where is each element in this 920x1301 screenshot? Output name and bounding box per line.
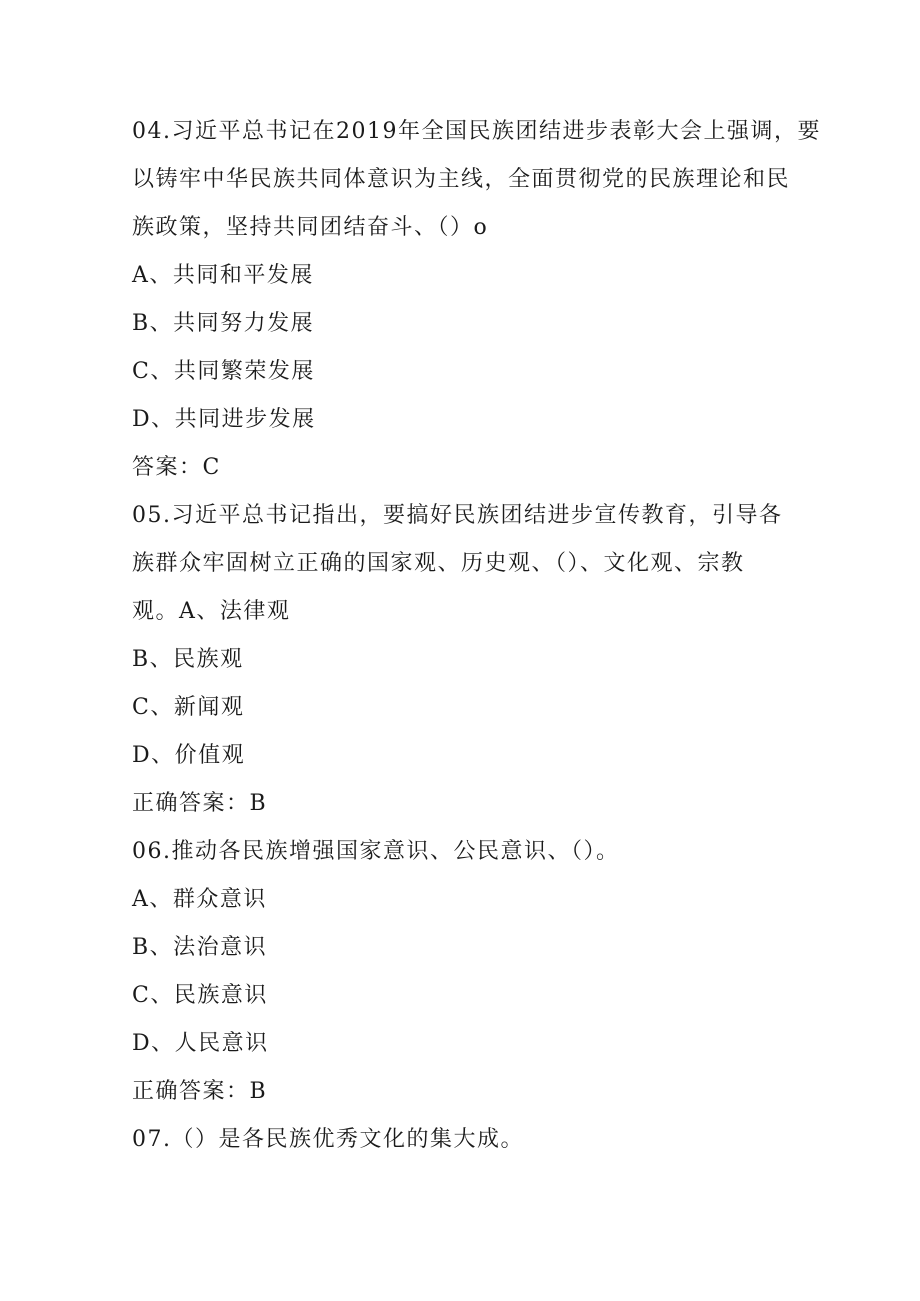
question-06-option-a: A、群众意识 xyxy=(132,887,267,912)
question-07-text: 07.（）是各民族优秀文化的集大成。 xyxy=(132,1127,524,1152)
question-06-option-c: C、民族意识 xyxy=(132,983,268,1008)
question-05-text-line-2: 族群众牢固树立正确的国家观、历史观、（）、文化观、宗教 xyxy=(132,551,745,576)
question-04-option-d: D、共同进步发展 xyxy=(132,407,316,432)
question-05-text-line-1: 05.习近平总书记指出，要搞好民族团结进步宣传教育，引导各 xyxy=(132,503,783,528)
question-04-option-c: C、共同繁荣发展 xyxy=(132,359,315,384)
question-04-option-b: B、共同努力发展 xyxy=(132,311,315,336)
question-06-option-d: D、人民意识 xyxy=(132,1031,269,1056)
question-05-option-d: D、价值观 xyxy=(132,743,246,768)
question-05-answer: 正确答案：B xyxy=(132,791,268,816)
question-04-text-line-2: 以铸牢中华民族共同体意识为主线，全面贯彻党的民族理论和民 xyxy=(132,167,791,192)
question-06-text: 06.推动各民族增强国家意识、公民意识、（）。 xyxy=(132,839,620,864)
question-06-option-b: B、法治意识 xyxy=(132,935,268,960)
question-05-text-line-3: 观。A、法律观 xyxy=(132,599,291,624)
question-04-text-line-3: 族政策，坚持共同团结奋斗、（）o xyxy=(132,215,489,240)
question-04-option-a: A、共同和平发展 xyxy=(132,263,314,288)
question-05-option-c: C、新闻观 xyxy=(132,695,245,720)
question-05-option-b: B、民族观 xyxy=(132,647,244,672)
question-06-answer: 正确答案：B xyxy=(132,1079,268,1104)
question-04-answer: 答案：C xyxy=(132,455,221,480)
question-04-text-line-1: 04.习近平总书记在2019年全国民族团结进步表彰大会上强调，要 xyxy=(132,119,821,144)
